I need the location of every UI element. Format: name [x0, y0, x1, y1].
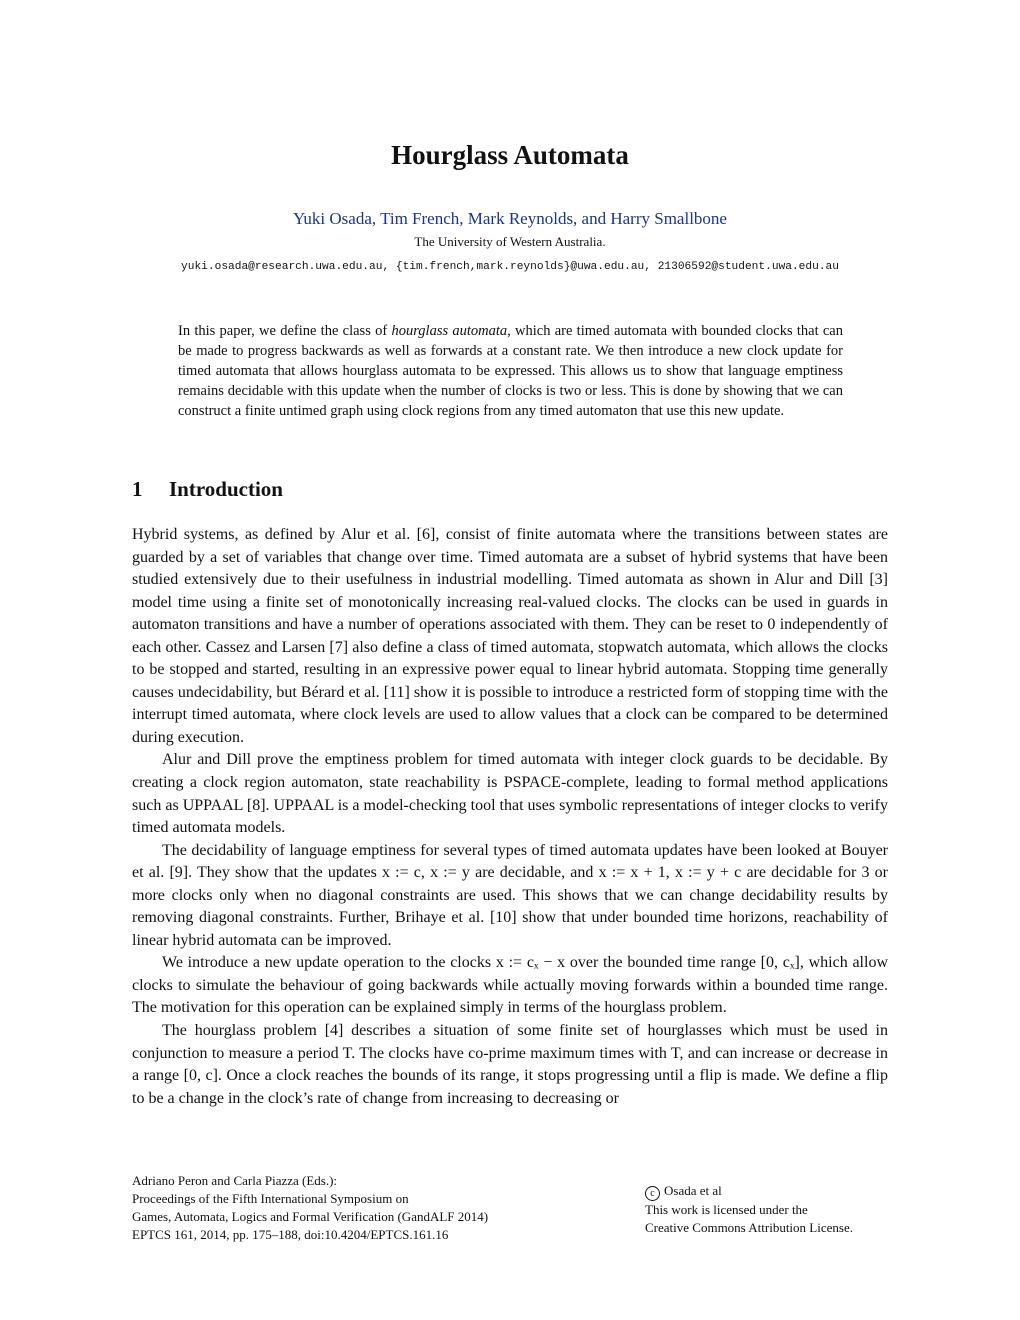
paragraph: The decidability of language emptiness for several types of timed automata updates have been looked at Bouyer et al. [9]. They show that the updates x := c, x := y are decidable, and x := x + 1, x := y + c are decidable for 3 or more clocks only when no diagonal constraints are used. This shows that we can change decidability results by removing diagonal constraints. Further, Brihaye et al. [10] show that under bounded time horizons, reachability of linear hybrid automata can be improved.: [132, 841, 888, 949]
footer-line: Games, Automata, Logics and Formal Verification (GandALF 2014): [132, 1209, 489, 1224]
section-number: 1: [132, 477, 143, 501]
footer-line: Proceedings of the Fifth International Symposium on: [132, 1191, 409, 1206]
abstract-emphasis: hourglass automata: [391, 323, 508, 339]
proceedings-footer: [132, 1172, 488, 1244]
paragraph: Alur and Dill prove the emptiness problem for timed automata with integer clock guards to be decidable. By creating a clock region automaton, state reachability is PSPACE-complete, leading to formal method applications such as UPPAAL [8]. UPPAAL is a model-checking tool that uses symbolic representations of integer clocks to verify timed automata models.: [132, 751, 888, 837]
paper-title: Hourglass Automata: [391, 140, 629, 170]
abstract: [178, 321, 843, 421]
footer-line: Adriano Peron and Carla Piazza (Eds.):: [132, 1173, 338, 1188]
license-footer: [645, 1182, 853, 1237]
author-emails: yuki.osada@research.uwa.edu.au, {tim.french,mark.reynolds}@uwa.edu.au, 21306592@student.uwa.edu.au: [181, 261, 839, 273]
footer-line: EPTCS 161, 2014, pp. 175–188, doi:10.4204/EPTCS.161.16: [132, 1227, 449, 1242]
paragraph: We introduce a new update operation to the clocks x := cₓ − x over the bounded time range [0, cₓ], which allow clocks to simulate the behaviour of going backwards while actually moving forwards within a bounded time range. The motivation for this operation can be explained simply in terms of the hourglass problem.: [132, 954, 888, 1017]
copyright-icon: c: [645, 1186, 660, 1201]
paragraph: Hybrid systems, as defined by Alur et al. [6], consist of finite automata where the transitions between states are guarded by a set of variables that change over time. Timed automata are a subset of hybrid systems that have been studied extensively due to their usefulness in industrial modelling. Timed automata as shown in Alur and Dill [3] model time using a finite set of monotonically increasing real-valued clocks. The clocks can be used in guards in automaton transitions and have a number of operations associated with them. They can be reset to 0 independently of each other. Cassez and Larsen [7] also define a class of timed automata, stopwatch automata, which allows the clocks to be stopped and started, resulting in an expressive power equal to linear hybrid automata. Stopping time generally causes undecidability, but Bérard et al. [11] show it is possible to introduce a restricted form of stopping time with the interrupt timed automata, where clock levels are used to allow values that a clock can be compared to be determined during execution.: [132, 526, 888, 746]
paragraph: The hourglass problem [4] describes a situation of some finite set of hourglasses which must be used in conjunction to measure a period T. The clocks have co-prime maximum times with T, and can increase or decrease in a range [0, c]. Once a clock reaches the bounds of its range, it stops progressing until a flip is made. We define a flip to be a change in the clock’s rate of change from increasing to decreasing or: [132, 1022, 888, 1107]
copyright-holder: Osada et al: [664, 1183, 722, 1198]
affiliation: The University of Western Australia.: [414, 234, 606, 249]
abstract-text: In this paper, we define the class of: [178, 323, 392, 339]
license-line: This work is licensed under the: [645, 1202, 808, 1217]
authors: Yuki Osada, Tim French, Mark Reynolds, and Harry Smallbone: [293, 209, 727, 228]
license-line: Creative Commons Attribution License.: [645, 1220, 853, 1235]
section-title: Introduction: [169, 477, 283, 501]
body-text: [132, 524, 888, 1110]
section-heading: [132, 477, 283, 502]
abstract-text: , which are timed automata with bounded clocks that can be made to progress backwards as well as forwards at a constant rate. We then introduce a new clock update for timed automata that allows hourglass automata to be expressed. This allows us to show that language emptiness remains decidable with this update when the number of clocks is two or less. This is done by showing that we can construct a finite untimed graph using clock regions from any timed automaton that use this new update.: [178, 323, 843, 419]
